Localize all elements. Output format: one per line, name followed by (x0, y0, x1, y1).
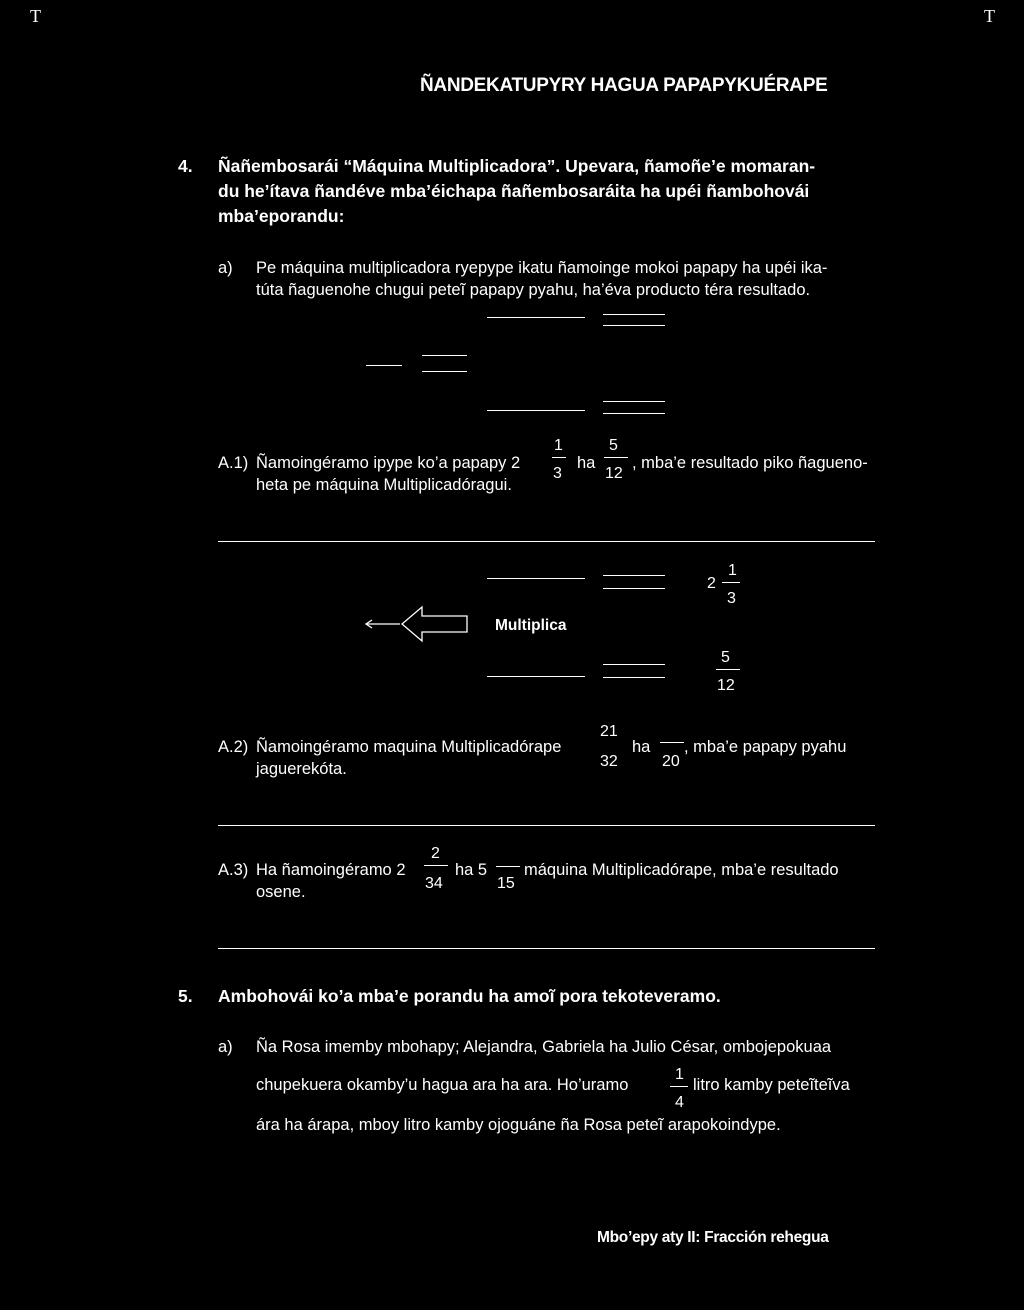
diagram-line (603, 588, 665, 589)
diagram-line (422, 371, 467, 372)
machine-input-1-whole: 2 (707, 575, 716, 592)
item-a2-line-2: jaguerekóta. (256, 760, 347, 778)
a2-ha: ha (632, 738, 651, 756)
item-4a-label: a) (218, 259, 233, 277)
machine-input-1-numerator: 1 (728, 562, 737, 579)
question-4-line-2: du he’ítava ñandéve mba’éichapa ñañembosaráita ha upéi ñambohovái (218, 181, 810, 201)
item-a2-text-2: , mba’e papapy pyahu (684, 738, 847, 756)
machine-input-1-bar (722, 582, 740, 583)
answer-line-a1 (218, 541, 875, 542)
a1-fraction-2-denominator: 12 (605, 465, 623, 482)
item-a2-text-1: Ñamoingéramo maquina Multiplicadórape (256, 738, 562, 756)
diagram-line (603, 575, 665, 576)
item-5a-line-1: Ña Rosa imemby mbohapy; Alejandra, Gabriela ha Julio César, ombojepokuaa (256, 1038, 832, 1056)
page-header-title: ÑANDEKATUPYRY HAGUA PAPAPYKUÉRAPE (420, 75, 828, 96)
a1-fraction-2-numerator: 5 (609, 437, 618, 454)
a1-ha: ha (577, 454, 596, 472)
diagram-line (603, 314, 665, 315)
item-a1-text-2: , mba’e resultado piko ñagueno- (632, 454, 868, 472)
machine-label: Multiplica (495, 617, 567, 634)
item-a1-label: A.1) (218, 454, 249, 472)
a1-fraction-1-numerator: 1 (554, 437, 563, 454)
diagram-line (603, 401, 665, 402)
a2-fraction-2-bar (660, 742, 684, 743)
diagram-line (487, 676, 585, 677)
item-a1-line-2: heta pe máquina Multiplicadóragui. (256, 476, 512, 494)
a3-fraction-2-denominator: 15 (497, 875, 515, 892)
q5-fraction-denominator: 4 (675, 1094, 684, 1111)
answer-line-a3 (218, 948, 875, 949)
a3-fraction-1-numerator: 2 (431, 845, 440, 862)
item-4a-line-2: túta ñaguenohe chugui peteĩ papapy pyahu, ha’éva producto téra resultado. (256, 281, 811, 299)
diagram-line (603, 664, 665, 665)
item-a3-label: A.3) (218, 861, 249, 879)
item-a3-text-2: máquina Multiplicadórape, mba’e resultado (524, 861, 839, 879)
item-4a-text (256, 257, 906, 301)
diagram-line (366, 365, 402, 366)
q5-fraction-bar (670, 1086, 688, 1087)
output-arrow-icon (362, 604, 472, 644)
corner-mark-left: T (30, 6, 41, 26)
item-5a-line-3: ára ha árapa, mboy litro kamby ojoguáne ña Rosa peteĩ arapokoindype. (256, 1116, 781, 1134)
a3-fraction-2-bar (496, 866, 520, 867)
item-a2-label: A.2) (218, 738, 249, 756)
a1-fraction-1-denominator: 3 (553, 465, 562, 482)
item-a1-text-1: Ñamoingéramo ipype ko’a papapy 2 (256, 454, 521, 472)
page-footer: Mbo’epy aty II: Fracción rehegua (597, 1229, 829, 1246)
question-4-number: 4. (178, 156, 193, 176)
diagram-line (487, 317, 585, 318)
a3-fraction-1-bar (424, 865, 448, 866)
machine-input-1-denominator: 3 (727, 590, 736, 607)
machine-input-2-numerator: 5 (721, 649, 730, 666)
answer-line-a2 (218, 825, 875, 826)
a3-fraction-1-denominator: 34 (425, 875, 443, 892)
a1-fraction-2-bar (604, 457, 628, 458)
item-5a-line-2b: litro kamby peteĩteĩva (693, 1076, 850, 1094)
question-4-line-1: Ñañembosarái “Máquina Multiplicadora”. Upevara, ñamoñe’e momaran- (218, 156, 816, 176)
corner-mark-right: T (984, 6, 995, 26)
a2-fraction-2-denominator: 20 (662, 753, 680, 770)
a3-ha: ha 5 (455, 861, 488, 879)
diagram-line (422, 355, 467, 356)
a2-fraction-1-numerator: 21 (600, 723, 618, 740)
question-4-line-3: mba’eporandu: (218, 206, 345, 226)
item-a3-text-1: Ha ñamoingéramo 2 (256, 861, 406, 879)
a2-fraction-1-denominator: 32 (600, 753, 618, 770)
question-5-number: 5. (178, 986, 193, 1006)
diagram-line (487, 578, 585, 579)
item-a3-line-2: osene. (256, 883, 306, 901)
diagram-line (487, 410, 585, 411)
a1-fraction-1-bar (552, 457, 566, 458)
item-4a-line-1: Pe máquina multiplicadora ryepype ikatu ñamoinge mokoi papapy ha upéi ika- (256, 259, 828, 277)
diagram-line (603, 325, 665, 326)
question-5-title: Ambohovái ko’a mba’e porandu ha amoĩ pora tekoteveramo. (218, 986, 721, 1006)
item-5a-line-2a: chupekuera okamby’u hagua ara ha ara. Ho’uramo (256, 1076, 629, 1094)
machine-input-2-denominator: 12 (717, 677, 735, 694)
diagram-line (603, 677, 665, 678)
item-5a-label: a) (218, 1038, 233, 1056)
machine-input-2-bar (716, 669, 740, 670)
q5-fraction-numerator: 1 (675, 1066, 684, 1083)
question-4-text (218, 154, 908, 229)
diagram-line (603, 413, 665, 414)
